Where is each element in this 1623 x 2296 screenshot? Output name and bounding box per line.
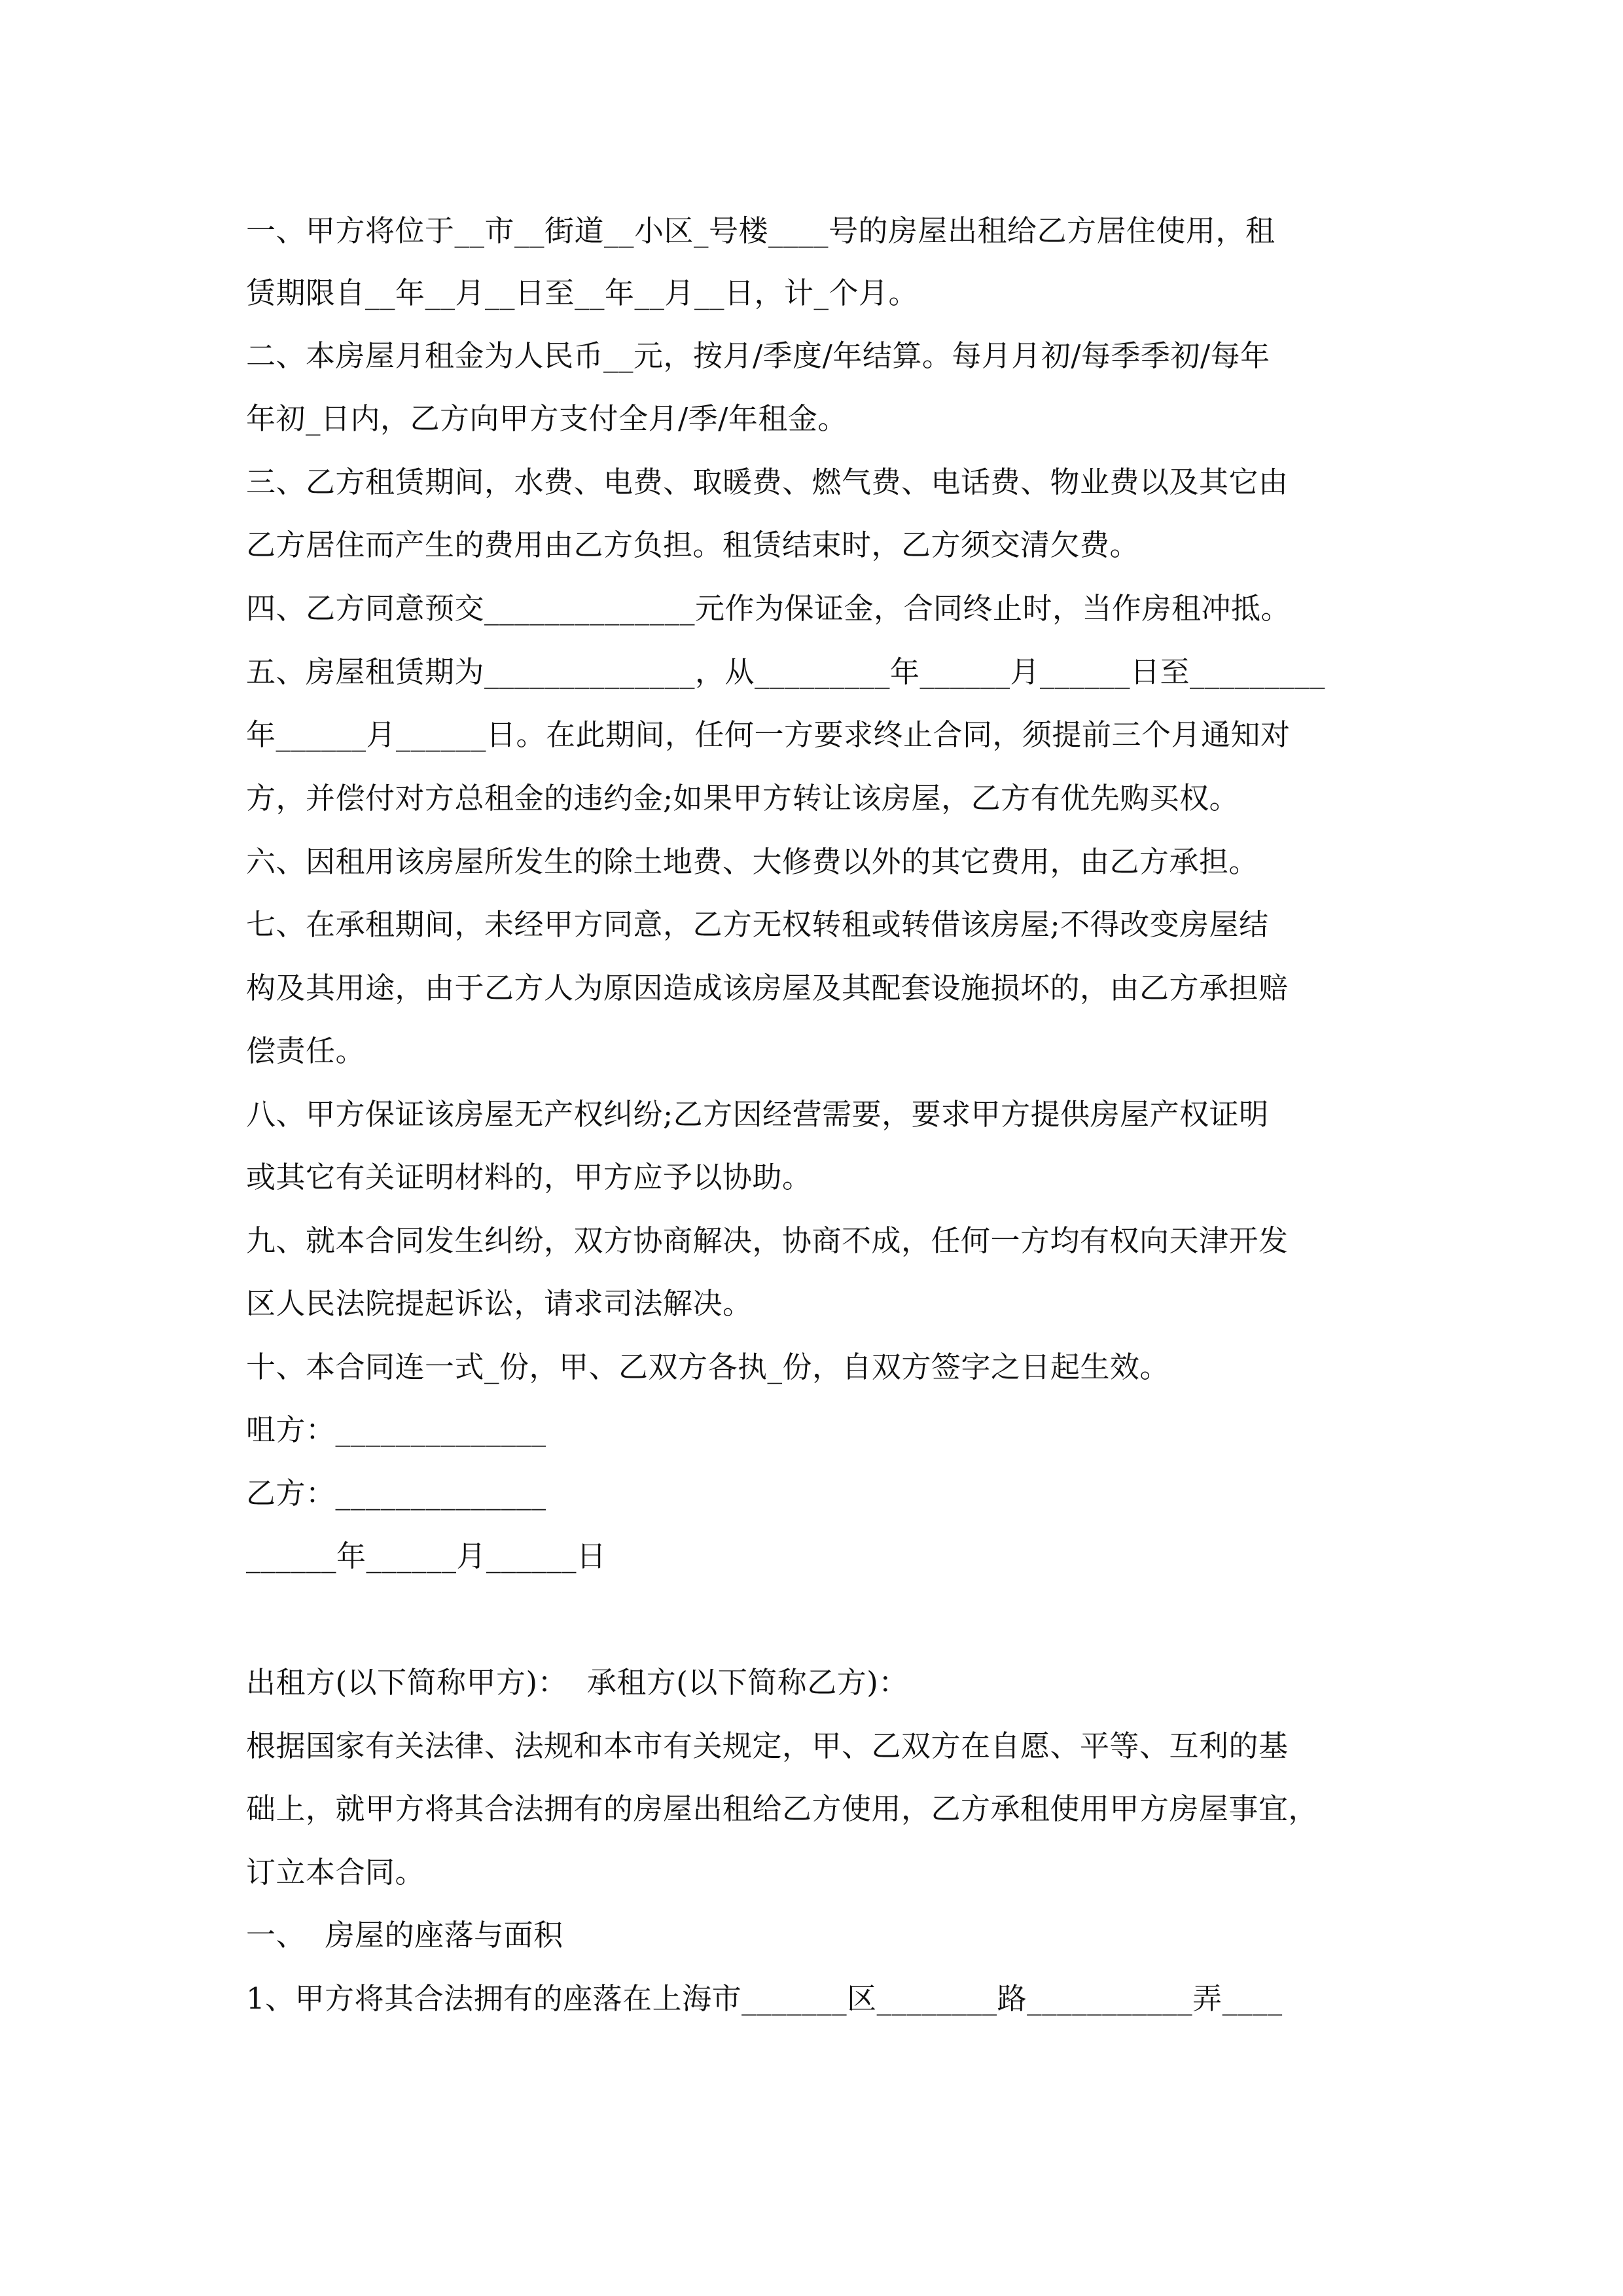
clause-1-line-2: 赁期限自__年__月__日至__年__月__日，计_个月。 bbox=[246, 276, 919, 310]
clause-8-line-2: 或其它有关证明材料的，甲方应予以协助。 bbox=[246, 1160, 812, 1194]
clause-1-line-1: 一、甲方将位于__市__街道__小区_号楼____号的房屋出租给乙方居住使用，租 bbox=[246, 213, 1275, 248]
clause-3-line-1: 三、乙方租赁期间，水费、电费、取暖费、燃气费、电话费、物业费以及其它由 bbox=[246, 465, 1289, 499]
clause-2-line-1: 二、本房屋月租金为人民币__元，按月/季度/年结算。每月月初/每季季初/每年 bbox=[246, 338, 1270, 373]
clause-2-line-2: 年初_日内，乙方向甲方支付全月/季/年租金。 bbox=[246, 401, 847, 436]
section-1-item-1: 1、甲方将其合法拥有的座落在上海市_______区________路___________弄____ bbox=[246, 1981, 1283, 2016]
parties-header: 出租方(以下简称甲方)： 承租方(以下简称乙方)： bbox=[246, 1665, 908, 1700]
clause-9-line-1: 九、就本合同发生纠纷，双方协商解决，协商不成，任何一方均有权向天津开发 bbox=[246, 1223, 1289, 1258]
preamble-line-3: 订立本合同。 bbox=[246, 1855, 425, 1890]
clause-3-line-2: 乙方居住而产生的费用由乙方负担。租赁结束时，乙方须交清欠费。 bbox=[246, 528, 1140, 562]
party-b-signature: 乙方：______________ bbox=[246, 1476, 546, 1511]
clause-10-line-1: 十、本合同连一式_份，甲、乙双方各执_份，自双方签字之日起生效。 bbox=[246, 1350, 1170, 1384]
preamble-line-2: 础上，就甲方将其合法拥有的房屋出租给乙方使用，乙方承租使用甲方房屋事宜， bbox=[246, 1791, 1319, 1826]
clause-4-line-1: 四、乙方同意预交______________元作为保证金，合同终止时，当作房租冲抵。 bbox=[246, 591, 1291, 626]
clause-5-line-3: 方，并偿付对方总租金的违约金;如果甲方转让该房屋，乙方有优先购买权。 bbox=[246, 781, 1240, 816]
clause-6-line-1: 六、因租用该房屋所发生的除土地费、大修费以外的其它费用，由乙方承担。 bbox=[246, 844, 1259, 879]
signature-date: ______年______月______日 bbox=[246, 1539, 607, 1573]
clause-5-line-2: 年______月______日。在此期间，任何一方要求终止合同，须提前三个月通知对 bbox=[246, 717, 1291, 752]
clause-8-line-1: 八、甲方保证该房屋无产权纠纷;乙方因经营需要，要求甲方提供房屋产权证明 bbox=[246, 1097, 1269, 1132]
clause-5-line-1: 五、房屋租赁期为______________，从_________年______月______日至_________ bbox=[246, 655, 1326, 689]
preamble-line-1: 根据国家有关法律、法规和本市有关规定，甲、乙双方在自愿、平等、互利的基 bbox=[246, 1729, 1289, 1763]
clause-7-line-3: 偿责任。 bbox=[246, 1033, 366, 1068]
section-1-heading: 一、 房屋的座落与面积 bbox=[246, 1918, 563, 1952]
clause-7-line-2: 构及其用途，由于乙方人为原因造成该房屋及其配套设施损坏的，由乙方承担赔 bbox=[246, 971, 1289, 1005]
clause-9-line-2: 区人民法院提起诉讼，请求司法解决。 bbox=[246, 1286, 753, 1321]
clause-7-line-1: 七、在承租期间，未经甲方同意，乙方无权转租或转借该房屋;不得改变房屋结 bbox=[246, 907, 1269, 942]
party-a-signature: 咀方：______________ bbox=[246, 1412, 546, 1447]
